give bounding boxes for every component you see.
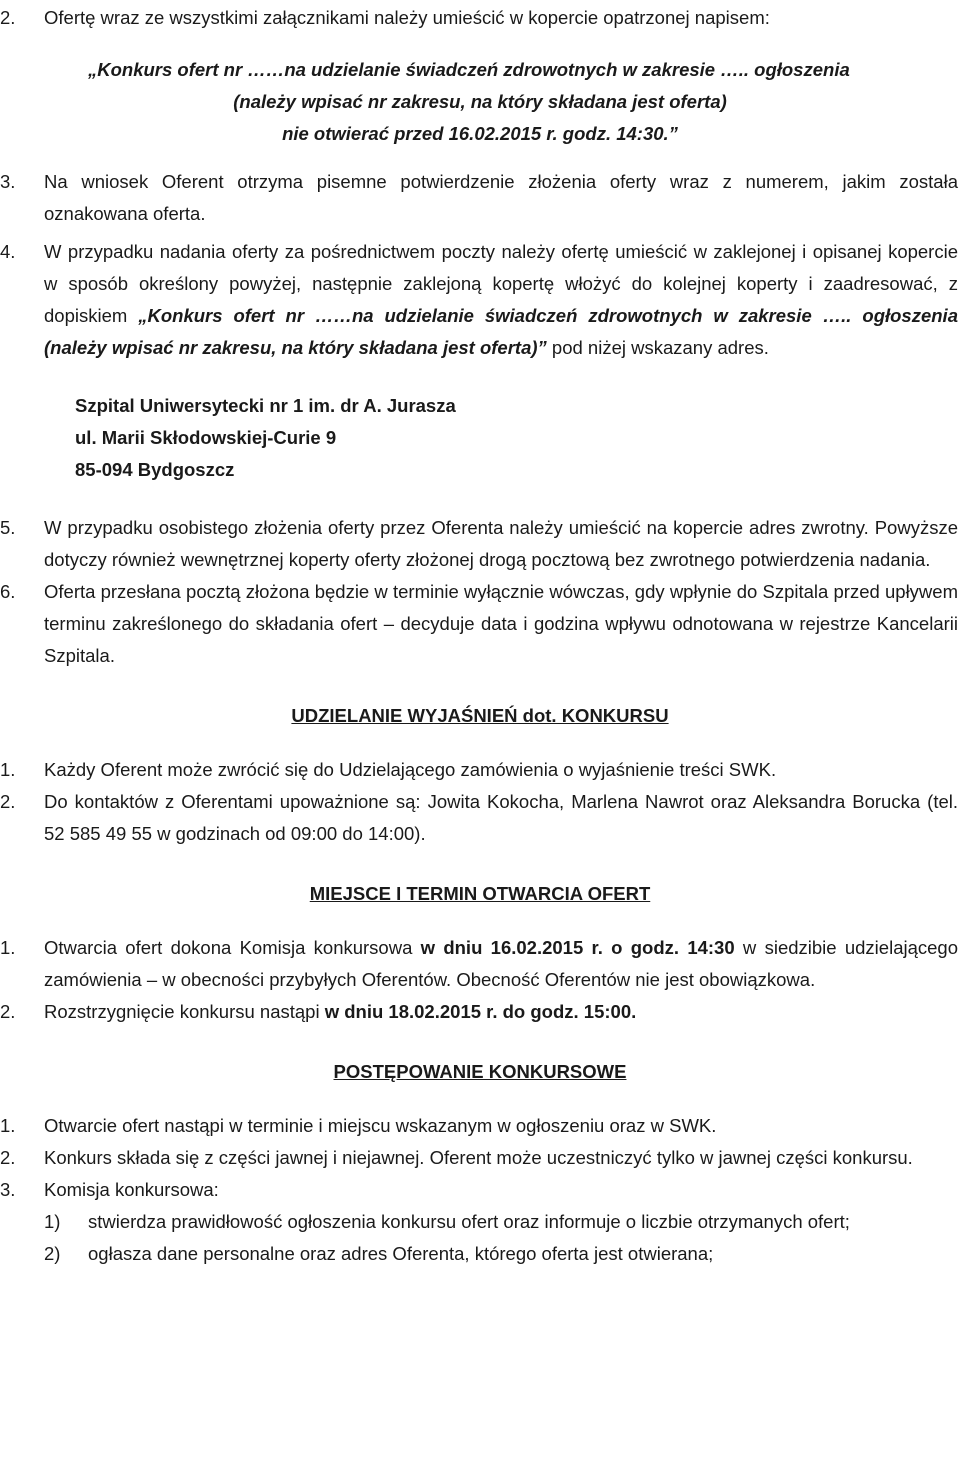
procedure-item-1 [0,1110,960,1142]
item-number: 1. [0,1115,16,1136]
procedure-item-3 [0,1174,960,1270]
item-text: pod niżej wskazany adres. [546,337,769,358]
subitem-number: 1) [44,1211,61,1232]
procedure-subitem-2 [44,1238,958,1270]
section-heading-opening: MIEJSCE I TERMIN OTWARCIA OFERT [309,883,651,904]
item-text: Otwarcie ofert nastąpi w terminie i miejscu wskazanym w ogłoszeniu oraz w SWK. [44,1115,717,1136]
address-line-2: ul. Marii Skłodowskiej-Curie 9 [75,427,337,448]
item-text: Rozstrzygnięcie konkursu nastąpi [44,1001,325,1022]
item-text: Otwarcia ofert dokona Komisja konkursowa [44,937,421,958]
item-number: 3. [0,171,16,192]
envelope-label [0,54,960,150]
item-number: 3. [0,1179,16,1200]
subitem-text: ogłasza dane personalne oraz adres Oferenta, którego oferta jest otwierana; [88,1243,714,1264]
item-number: 1. [0,759,16,780]
item-text: Komisja konkursowa: [44,1179,219,1200]
item-number: 2. [0,1001,16,1022]
subitem-text: stwierdza prawidłowość ogłoszenia konkursu ofert oraz informuje o liczbie otrzymanych ofert; [88,1211,850,1232]
opening-item-2 [0,996,960,1028]
item-text: Konkurs składa się z części jawnej i niejawnej. Oferent może uczestniczyć tylko w jawnej części konkursu. [44,1147,913,1168]
item-text: w siedzibie udzielającego zamówienia – w obecności przybyłych Oferentów. Obecność Oferentów nie jest obowiązkowa. [44,937,958,990]
item-number: 5. [0,517,16,538]
item-text: Każdy Oferent może zwrócić się do Udzielającego zamówienia o wyjaśnienie treści SWK. [44,759,777,780]
list-item-5 [0,512,960,576]
section-heading-procedure: POSTĘPOWANIE KONKURSOWE [333,1061,627,1082]
postal-address [0,390,960,486]
item-text: Do kontaktów z Oferentami upoważnione są: Jowita Kokocha, Marlena Nawrot oraz Aleksandra Borucka (tel. 52 585 49 55 w godzinach od 09:00 do 14:00). [44,791,958,844]
item-number: 1. [0,937,16,958]
item-number: 2. [0,7,16,28]
envelope-line-1: „Konkurs ofert nr ……na udzielanie świadczeń zdrowotnych w zakresie ….. ogłoszenia [88,59,850,80]
procedure-item-2 [0,1142,960,1174]
item-text: W przypadku nadania oferty za pośrednictwem poczty należy ofertę umieścić w zaklejonej i opisanej kopercie w sposób określony powyżej, następnie zaklejoną kopertę włożyć do kolejnej koperty i zaadresować, z dopiskiem [44,241,958,326]
list-item-3 [0,166,960,230]
item-text: W przypadku osobistego złożenia oferty przez Oferenta należy umieścić na kopercie adres zwrotny. Powyższe dotyczy również wewnętrznej koperty oferty złożonej drogą pocztową bez zwrotnego potwierdzenia nadania. [44,517,958,570]
envelope-line-3: nie otwierać przed 16.02.2015 r. godz. 14:30.” [282,123,678,144]
resolution-date: w dniu 18.02.2015 r. do godz. 15:00. [324,1001,637,1022]
subitem-number: 2) [44,1243,61,1264]
clarifications-item-2 [0,786,960,850]
opening-date: w dniu 16.02.2015 r. o godz. 14:30 [420,937,735,958]
item-number: 2. [0,1147,16,1168]
list-item-2 [0,2,960,34]
opening-item-1 [0,932,960,996]
item-text: Oferta przesłana pocztą złożona będzie w terminie wyłącznie wówczas, gdy wpłynie do Szpitala przed upływem terminu zakreślonego do składania ofert – decyduje data i godzina wpływu odnotowana w rejestrze Kancelarii Szpitala. [44,581,958,666]
section-heading-clarifications: UDZIELANIE WYJAŚNIEŃ dot. KONKURSU [291,705,669,726]
item-emphasis: „Konkurs ofert nr ……na udzielanie świadczeń zdrowotnych w zakresie ….. ogłoszenia (należy wpisać nr zakresu, na który składana jest oferta)” [44,305,958,358]
item-text: Ofertę wraz ze wszystkimi załącznikami należy umieścić w kopercie opatrzonej napisem: [44,7,770,28]
address-line-3: 85-094 Bydgoszcz [75,459,235,480]
envelope-line-2: (należy wpisać nr zakresu, na który składana jest oferta) [233,91,727,112]
document-page [0,2,960,1270]
item-text: Na wniosek Oferent otrzyma pisemne potwierdzenie złożenia oferty wraz z numerem, jakim została oznakowana oferta. [44,171,958,224]
address-line-1: Szpital Uniwersytecki nr 1 im. dr A. Jurasza [75,395,456,416]
procedure-subitem-1 [44,1206,958,1238]
list-item-4 [0,236,960,364]
item-number: 4. [0,241,16,262]
item-number: 2. [0,791,16,812]
item-number: 6. [0,581,16,602]
list-item-6 [0,576,960,672]
clarifications-item-1 [0,754,960,786]
